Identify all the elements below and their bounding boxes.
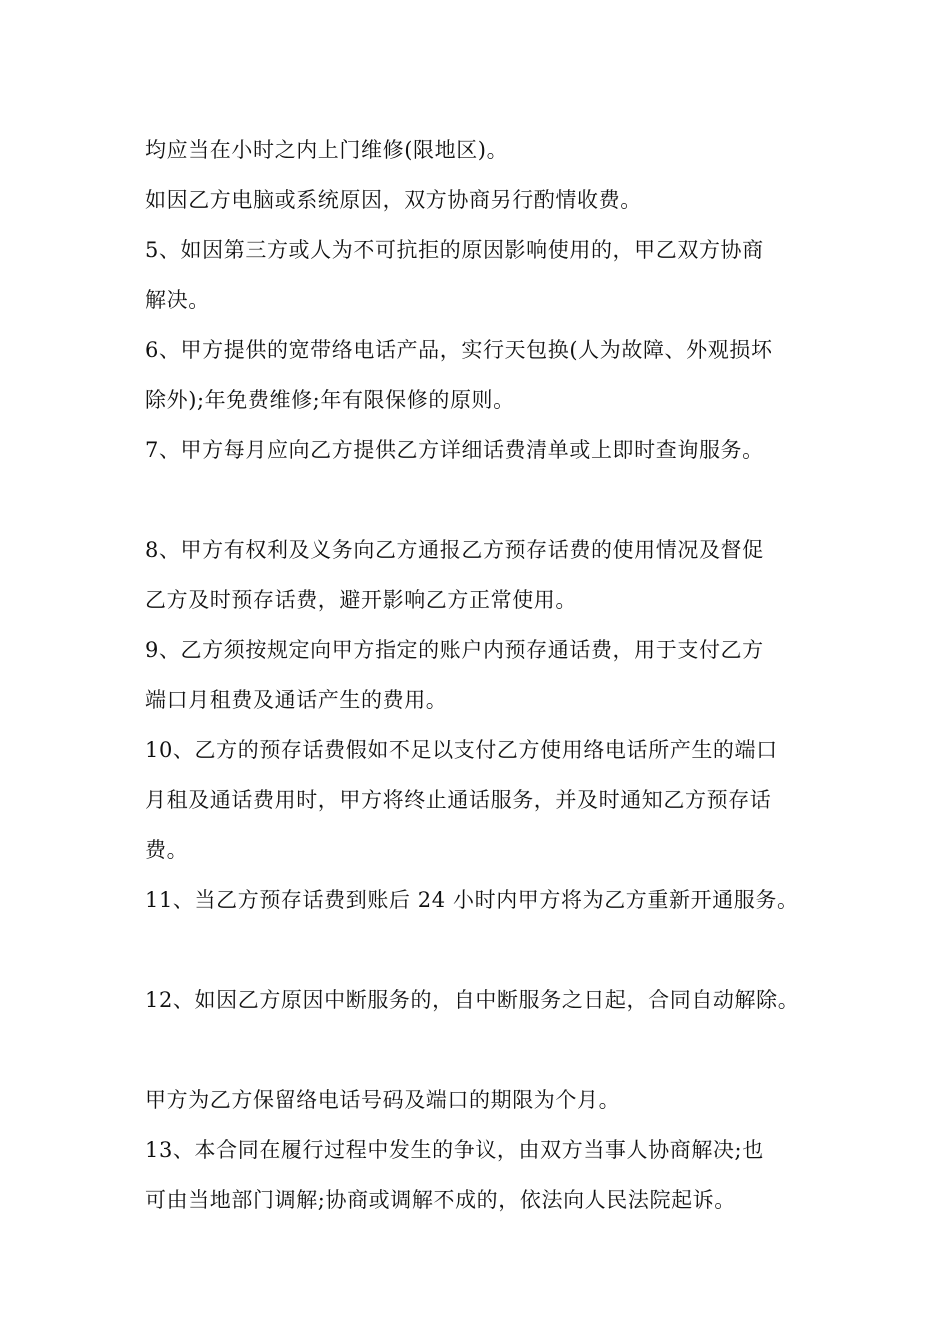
text-line: 除外);年免费维修;年有限保修的原则。 [145,388,515,412]
text-line: 如因乙方电脑或系统原因，双方协商另行酌情收费。 [145,188,642,212]
text-line: 12、如因乙方原因中断服务的，自中断服务之日起，合同自动解除。 [145,988,800,1012]
text-line: 9、乙方须按规定向甲方指定的账户内预存通话费，用于支付乙方 [145,638,764,662]
text-line: 可由当地部门调解;协商或调解不成的，依法向人民法院起诉。 [145,1188,736,1212]
text-line: 5、如因第三方或人为不可抗拒的原因影响使用的，甲乙双方协商 [145,238,764,262]
text-line: 13、本合同在履行过程中发生的争议，由双方当事人协商解决;也 [145,1138,764,1162]
text-line: 8、甲方有权利及义务向乙方通报乙方预存话费的使用情况及督促 [145,538,764,562]
text-line: 甲方为乙方保留络电话号码及端口的期限为个月。 [145,1088,621,1112]
text-line: 11、当乙方预存话费到账后 24 小时内甲方将为乙方重新开通服务。 [145,888,799,912]
text-line: 均应当在小时之内上门维修(限地区)。 [145,138,509,162]
text-line: 端口月租费及通话产生的费用。 [145,688,448,712]
text-line: 10、乙方的预存话费假如不足以支付乙方使用络电话所产生的端口 [145,738,778,762]
text-line: 7、甲方每月应向乙方提供乙方详细话费清单或上即时查询服务。 [145,438,764,462]
text-line: 乙方及时预存话费，避开影响乙方正常使用。 [145,588,577,612]
text-line: 费。 [145,838,189,862]
text-line: 6、甲方提供的宽带络电话产品，实行天包换(人为故障、外观损坏 [145,338,773,362]
text-line: 解决。 [145,288,210,312]
text-line: 月租及通话费用时，甲方将终止通话服务，并及时通知乙方预存话 [145,788,772,812]
